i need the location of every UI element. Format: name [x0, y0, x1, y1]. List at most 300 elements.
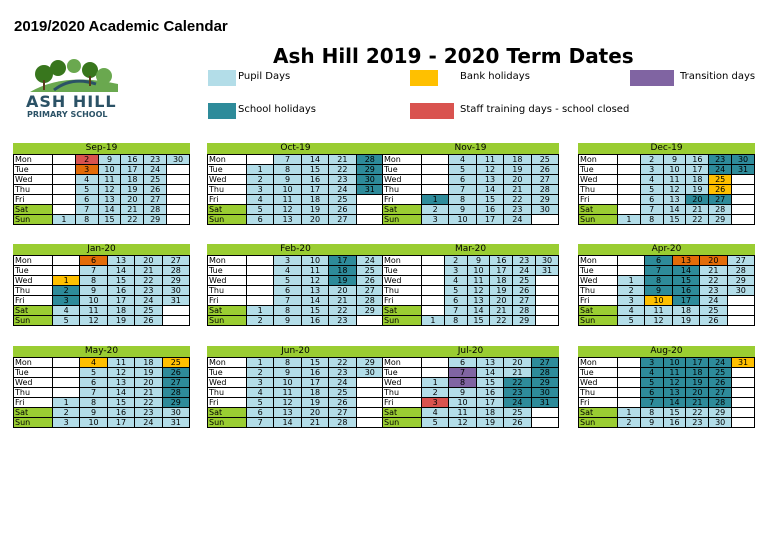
date-cell: [356, 215, 383, 225]
date-cell: 13: [663, 195, 686, 205]
date-cell: 13: [98, 195, 121, 205]
date-cell: 14: [663, 205, 686, 215]
date-cell: 12: [476, 165, 503, 175]
date-cell: 29: [531, 195, 558, 205]
day-name: Fri: [14, 398, 53, 408]
day-name: Thu: [579, 286, 618, 296]
date-cell: 24: [504, 215, 531, 225]
date-cell: [421, 266, 444, 276]
date-cell: 9: [80, 286, 107, 296]
date-cell: 29: [709, 408, 732, 418]
date-cell: 2: [52, 408, 79, 418]
date-cell: 18: [329, 266, 356, 276]
date-cell: [732, 398, 755, 408]
month-title: Sep-19: [13, 143, 190, 154]
date-cell: 26: [329, 398, 356, 408]
date-cell: 24: [513, 266, 536, 276]
date-cell: 8: [75, 215, 98, 225]
date-cell: 12: [663, 185, 686, 195]
month-title: Feb-20: [207, 244, 384, 255]
date-cell: 22: [686, 408, 709, 418]
date-cell: 16: [301, 175, 328, 185]
date-cell: 11: [274, 195, 301, 205]
date-cell: 8: [274, 165, 301, 175]
day-name: Sat: [14, 205, 53, 215]
date-cell: 12: [107, 368, 134, 378]
month-calendar: [578, 143, 755, 225]
date-cell: 11: [663, 368, 686, 378]
date-cell: 9: [274, 316, 301, 326]
date-cell: 19: [121, 185, 144, 195]
date-cell: 26: [329, 205, 356, 215]
date-cell: 25: [329, 388, 356, 398]
day-name: Mon: [14, 155, 53, 165]
date-cell: [617, 165, 640, 175]
date-cell: 5: [80, 368, 107, 378]
date-cell: 9: [467, 256, 490, 266]
date-cell: 11: [467, 276, 490, 286]
month-title: Mar-20: [382, 244, 559, 255]
date-cell: 26: [531, 165, 558, 175]
day-name: Wed: [208, 276, 247, 286]
date-cell: 30: [162, 286, 189, 296]
day-name: Fri: [14, 296, 53, 306]
date-cell: 20: [504, 358, 531, 368]
date-cell: [536, 276, 559, 286]
day-name: Sat: [579, 205, 618, 215]
date-cell: 3: [75, 165, 98, 175]
date-cell: 16: [107, 408, 134, 418]
date-cell: [162, 316, 189, 326]
date-cell: [167, 175, 190, 185]
week-row: [208, 205, 384, 215]
date-cell: 19: [490, 286, 513, 296]
day-name: Mon: [208, 358, 247, 368]
date-cell: 2: [444, 256, 467, 266]
date-cell: 27: [531, 175, 558, 185]
week-row: [14, 175, 190, 185]
date-cell: 26: [700, 316, 727, 326]
week-row: [14, 266, 190, 276]
day-name: Tue: [208, 368, 247, 378]
day-name: Sun: [14, 316, 53, 326]
week-row: [579, 266, 755, 276]
day-name: Thu: [579, 388, 618, 398]
date-cell: 11: [80, 306, 107, 316]
day-name: Sun: [14, 215, 53, 225]
week-row: [208, 398, 384, 408]
date-cell: 28: [709, 205, 732, 215]
week-row: [383, 215, 559, 225]
date-cell: 12: [645, 316, 672, 326]
week-row: [14, 408, 190, 418]
date-cell: 24: [329, 378, 356, 388]
week-row: [14, 368, 190, 378]
week-row: [208, 388, 384, 398]
day-name: Mon: [14, 358, 53, 368]
date-cell: 1: [52, 215, 75, 225]
date-cell: 16: [476, 388, 503, 398]
week-row: [383, 205, 559, 215]
date-cell: 15: [476, 195, 503, 205]
day-name: Thu: [383, 286, 422, 296]
date-cell: 29: [356, 306, 383, 316]
date-cell: 10: [663, 165, 686, 175]
date-cell: 1: [52, 398, 79, 408]
date-cell: 9: [449, 205, 476, 215]
day-name: Sun: [383, 418, 422, 428]
date-cell: 1: [421, 195, 448, 205]
date-cell: 28: [162, 388, 189, 398]
date-cell: 29: [356, 358, 383, 368]
date-cell: 30: [531, 388, 558, 398]
date-cell: [246, 276, 273, 286]
week-row: [14, 155, 190, 165]
day-name: Tue: [579, 368, 618, 378]
date-cell: 6: [80, 256, 107, 266]
week-row: [208, 378, 384, 388]
date-cell: [356, 408, 383, 418]
date-cell: [421, 358, 448, 368]
date-cell: [52, 378, 79, 388]
date-cell: 23: [700, 286, 727, 296]
date-cell: 7: [449, 368, 476, 378]
week-row: [383, 185, 559, 195]
date-cell: 13: [107, 256, 134, 266]
day-name: Thu: [208, 185, 247, 195]
day-name: Mon: [579, 155, 618, 165]
date-cell: 5: [640, 185, 663, 195]
date-cell: [727, 296, 754, 306]
date-cell: 7: [274, 155, 301, 165]
date-cell: 7: [640, 398, 663, 408]
date-cell: 15: [107, 276, 134, 286]
day-name: Wed: [579, 175, 618, 185]
date-cell: 1: [617, 215, 640, 225]
date-cell: [246, 256, 273, 266]
week-row: [14, 215, 190, 225]
date-cell: 26: [709, 185, 732, 195]
date-cell: 27: [329, 215, 356, 225]
week-row: [208, 175, 384, 185]
date-cell: 5: [274, 276, 301, 286]
date-cell: 7: [75, 205, 98, 215]
month-title: May-20: [13, 346, 190, 357]
date-cell: [356, 316, 383, 326]
week-row: [579, 205, 755, 215]
month-calendar: [207, 244, 384, 326]
date-cell: 8: [640, 408, 663, 418]
date-cell: 16: [121, 155, 144, 165]
day-name: Tue: [579, 165, 618, 175]
date-cell: 13: [476, 358, 503, 368]
date-cell: 17: [686, 165, 709, 175]
date-cell: 24: [135, 418, 162, 428]
day-name: Thu: [14, 185, 53, 195]
day-name: Wed: [14, 276, 53, 286]
week-row: [14, 398, 190, 408]
week-row: [383, 408, 559, 418]
date-cell: 28: [356, 155, 383, 165]
date-cell: 31: [162, 296, 189, 306]
day-name: Sun: [14, 418, 53, 428]
legend-label: Bank holidays: [460, 71, 530, 82]
date-cell: 15: [301, 165, 328, 175]
date-cell: 2: [421, 205, 448, 215]
day-name: Tue: [14, 165, 53, 175]
date-cell: 20: [504, 175, 531, 185]
date-cell: 14: [476, 368, 503, 378]
date-cell: 4: [640, 368, 663, 378]
date-cell: [617, 388, 640, 398]
date-cell: 22: [700, 276, 727, 286]
date-cell: [52, 175, 75, 185]
date-cell: 2: [52, 286, 79, 296]
day-name: Mon: [383, 358, 422, 368]
date-cell: 25: [162, 358, 189, 368]
week-row: [208, 296, 384, 306]
date-cell: 30: [531, 205, 558, 215]
week-row: [14, 418, 190, 428]
date-cell: 20: [329, 286, 356, 296]
date-cell: 5: [52, 316, 79, 326]
date-cell: 17: [301, 378, 328, 388]
week-row: [208, 256, 384, 266]
date-cell: 13: [301, 286, 328, 296]
date-cell: [167, 215, 190, 225]
date-cell: 21: [135, 388, 162, 398]
week-row: [383, 388, 559, 398]
date-cell: 15: [663, 215, 686, 225]
date-cell: [732, 388, 755, 398]
date-cell: 28: [329, 418, 356, 428]
day-name: Sat: [208, 408, 247, 418]
month-title: Jun-20: [207, 346, 384, 357]
date-cell: 17: [490, 266, 513, 276]
date-cell: [421, 368, 448, 378]
date-cell: 21: [504, 368, 531, 378]
date-cell: 24: [144, 165, 167, 175]
month-title: Jul-20: [382, 346, 559, 357]
date-cell: 18: [301, 195, 328, 205]
week-row: [579, 388, 755, 398]
date-cell: 26: [504, 418, 531, 428]
date-cell: [421, 155, 448, 165]
date-cell: 15: [467, 316, 490, 326]
date-cell: 21: [490, 306, 513, 316]
date-cell: 1: [617, 408, 640, 418]
date-cell: 1: [52, 276, 79, 286]
date-cell: [421, 306, 444, 316]
logo-subtitle: PRIMARY SCHOOL: [27, 110, 108, 119]
week-row: [14, 316, 190, 326]
day-name: Wed: [579, 378, 618, 388]
date-cell: [732, 408, 755, 418]
date-cell: 12: [467, 286, 490, 296]
date-cell: [52, 185, 75, 195]
date-cell: 5: [617, 316, 644, 326]
week-row: [14, 185, 190, 195]
date-cell: 12: [98, 185, 121, 195]
day-name: Sat: [579, 408, 618, 418]
date-cell: 29: [356, 165, 383, 175]
date-cell: [617, 175, 640, 185]
week-row: [579, 165, 755, 175]
date-cell: 31: [531, 398, 558, 408]
date-cell: 2: [246, 316, 273, 326]
legend-swatch: [208, 103, 236, 119]
date-cell: [617, 266, 644, 276]
week-row: [383, 175, 559, 185]
date-cell: 6: [246, 215, 273, 225]
date-cell: [52, 155, 75, 165]
page-top-title: 2019/2020 Academic Calendar: [14, 18, 228, 35]
date-cell: 29: [531, 378, 558, 388]
date-cell: 3: [640, 358, 663, 368]
day-name: Wed: [383, 175, 422, 185]
date-cell: [421, 165, 448, 175]
date-cell: 19: [476, 418, 503, 428]
date-cell: 12: [274, 205, 301, 215]
date-cell: [52, 388, 79, 398]
week-row: [208, 358, 384, 368]
date-cell: 22: [329, 358, 356, 368]
date-cell: 17: [301, 185, 328, 195]
date-cell: 15: [301, 358, 328, 368]
date-cell: 18: [301, 388, 328, 398]
date-cell: 22: [135, 398, 162, 408]
date-cell: 21: [504, 185, 531, 195]
date-cell: 27: [162, 378, 189, 388]
date-cell: 8: [640, 215, 663, 225]
week-row: [208, 368, 384, 378]
date-cell: 10: [274, 378, 301, 388]
date-cell: 4: [640, 175, 663, 185]
date-cell: [421, 185, 448, 195]
month-calendar: [382, 346, 559, 428]
date-cell: 24: [504, 398, 531, 408]
date-cell: 9: [80, 408, 107, 418]
date-cell: 25: [329, 195, 356, 205]
date-cell: 29: [513, 316, 536, 326]
week-row: [383, 418, 559, 428]
date-cell: 25: [356, 266, 383, 276]
week-row: [14, 205, 190, 215]
date-cell: [531, 408, 558, 418]
date-cell: 11: [274, 388, 301, 398]
date-cell: 20: [135, 256, 162, 266]
week-row: [383, 368, 559, 378]
week-row: [579, 316, 755, 326]
date-cell: 24: [700, 296, 727, 306]
date-cell: [617, 368, 640, 378]
date-cell: [531, 418, 558, 428]
day-name: Wed: [383, 378, 422, 388]
date-cell: 28: [144, 205, 167, 215]
date-cell: 8: [274, 358, 301, 368]
day-name: Tue: [579, 266, 618, 276]
date-cell: 30: [536, 256, 559, 266]
date-cell: 31: [732, 165, 755, 175]
legend-swatch: [410, 70, 438, 86]
date-cell: [167, 185, 190, 195]
date-cell: 9: [449, 388, 476, 398]
day-name: Sat: [383, 306, 422, 316]
date-cell: 23: [135, 408, 162, 418]
day-name: Mon: [579, 358, 618, 368]
day-name: Wed: [208, 378, 247, 388]
date-cell: 2: [421, 388, 448, 398]
date-cell: 6: [645, 256, 672, 266]
date-cell: 22: [135, 276, 162, 286]
date-cell: 28: [356, 296, 383, 306]
week-row: [383, 296, 559, 306]
month-calendar: [382, 244, 559, 326]
date-cell: 15: [663, 408, 686, 418]
date-cell: 22: [121, 215, 144, 225]
week-row: [208, 306, 384, 316]
date-cell: 26: [709, 378, 732, 388]
date-cell: 5: [246, 205, 273, 215]
date-cell: 20: [490, 296, 513, 306]
date-cell: 11: [645, 306, 672, 316]
date-cell: 14: [107, 388, 134, 398]
week-row: [383, 155, 559, 165]
week-row: [579, 368, 755, 378]
date-cell: 30: [356, 175, 383, 185]
day-name: Wed: [579, 276, 618, 286]
date-cell: 11: [107, 358, 134, 368]
date-cell: 13: [107, 378, 134, 388]
date-cell: 10: [449, 215, 476, 225]
date-cell: 26: [162, 368, 189, 378]
week-row: [208, 408, 384, 418]
date-cell: [52, 266, 79, 276]
day-name: Mon: [14, 256, 53, 266]
date-cell: 8: [449, 378, 476, 388]
date-cell: 18: [476, 408, 503, 418]
date-cell: [617, 256, 644, 266]
date-cell: 27: [531, 358, 558, 368]
date-cell: 29: [162, 398, 189, 408]
week-row: [579, 286, 755, 296]
date-cell: 24: [709, 358, 732, 368]
date-cell: [617, 185, 640, 195]
date-cell: 13: [476, 175, 503, 185]
date-cell: 14: [98, 205, 121, 215]
date-cell: 3: [617, 296, 644, 306]
date-cell: 3: [52, 296, 79, 306]
week-row: [14, 306, 190, 316]
date-cell: [732, 175, 755, 185]
date-cell: [52, 358, 79, 368]
month-title: Dec-19: [578, 143, 755, 154]
date-cell: 4: [449, 155, 476, 165]
month-calendar: [578, 346, 755, 428]
date-cell: [732, 418, 755, 428]
date-cell: [732, 195, 755, 205]
date-cell: 17: [686, 358, 709, 368]
date-cell: 27: [329, 408, 356, 418]
week-row: [208, 286, 384, 296]
week-row: [383, 276, 559, 286]
date-cell: 2: [640, 155, 663, 165]
date-cell: [356, 205, 383, 215]
date-cell: 20: [686, 195, 709, 205]
date-cell: 4: [246, 388, 273, 398]
date-cell: [167, 165, 190, 175]
date-cell: 7: [449, 185, 476, 195]
